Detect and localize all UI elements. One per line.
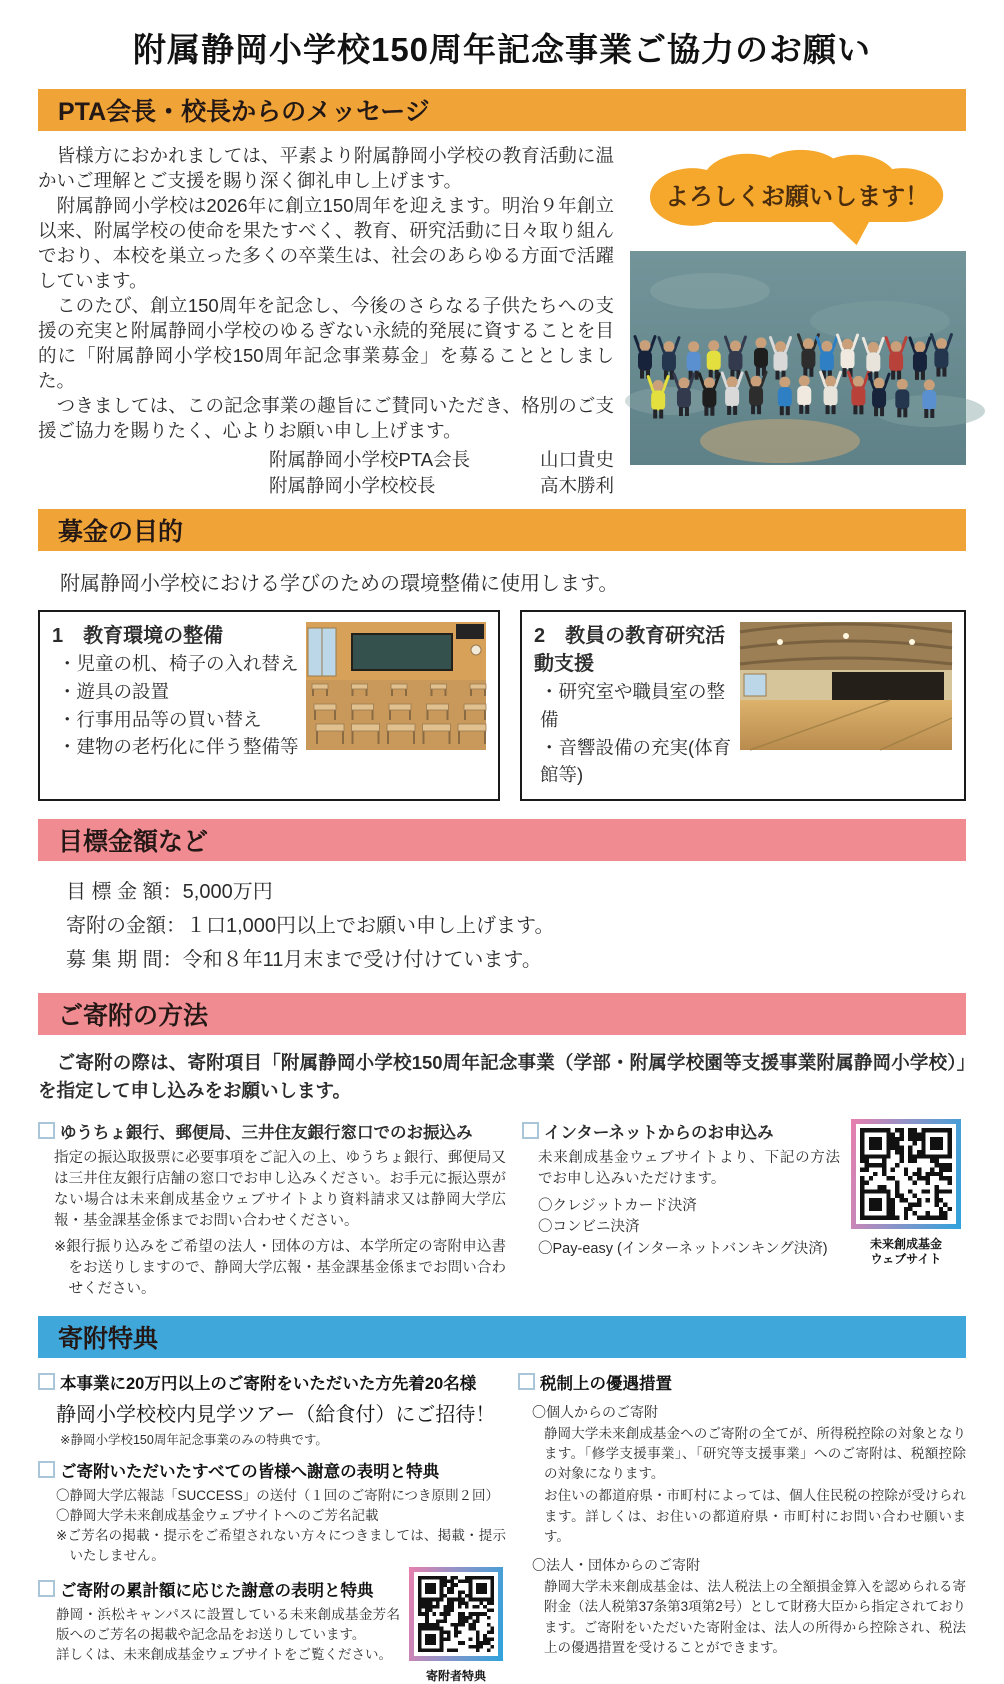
purpose-box-1-item: ・遊具の設置 [58, 680, 170, 702]
message-paragraph: このたび、創立150周年を記念し、今後のさらなる子供たちへの支援の充実と附属静岡小学校のゆるぎない永続的発展に資することを目的に「附属静岡小学校150周年記念事業募金」を募ることとしました。 [38, 295, 614, 391]
message-paragraph: つきましては、この記念事業の趣旨にご賛同いただき、格別のご支援ご協力を賜りたく、心よりお願い申し上げます。 [38, 395, 614, 441]
signature-name: 高木勝利 [539, 475, 614, 496]
checkbox-icon [38, 1122, 55, 1139]
benefit-columns [38, 1370, 966, 1684]
tax-individual-body: 静岡大学未来創成基金へのご寄附の全てが、所得税控除の対象となります。「修学支援事業」、「研究等支援事業」へのご寄附は、税額控除の対象になります。 [544, 1425, 966, 1482]
purpose-box-2 [520, 610, 966, 801]
purpose-box-2-title: 2 教員の教育研究活動支援 [534, 625, 726, 675]
section-header-method [38, 993, 966, 1035]
section-header-purpose-label: 募金の目的 [58, 518, 184, 546]
payment-option: 〇コンビニ決済 [538, 1219, 640, 1236]
benefit-cumulative-body: 静岡・浜松キャンパスに設置している未来創成基金芳名版へのご芳名の掲載や記念品をお送りしています。 [56, 1606, 400, 1642]
goal-row-amount: 寄附の金額：１口1,000円以上でお願い申し上げます。 [66, 915, 555, 937]
benefit-right-column [518, 1370, 966, 1684]
qr-donor-benefit-block [406, 1567, 506, 1684]
section-header-benefit-label: 寄附特典 [58, 1324, 159, 1353]
benefit-cumulative-body: 詳しくは、未来創成基金ウェブサイトをご覧ください。 [56, 1647, 393, 1663]
goal-row-period: 募 集 期 間：令和８年11月末まで受け付けています。 [66, 949, 542, 971]
message-body [38, 143, 614, 499]
benefit-thanks-item: 〇静岡大学未来創成基金ウェブサイトへのご芳名記載 [56, 1507, 379, 1523]
purpose-box-1-item: ・建物の老朽化に伴う整備等 [58, 736, 299, 758]
section-header-benefit [38, 1316, 966, 1358]
speech-bubble-text: よろしくお願いします！ [664, 183, 930, 211]
checkbox-icon [38, 1580, 55, 1597]
tax-corporate-body: 静岡大学未来創成基金は、法人税法上の全額損金算入を認められる寄附金（法人税第37条第3項第2号）として財務大臣から指定されております。ご寄附をいただいた寄附金は、法人の所得から控除され、税法上の優遇措置を受けることができます。 [544, 1579, 966, 1655]
signature-title: 附属静岡小学校PTA会長 [269, 449, 471, 470]
checkbox-icon [522, 1122, 539, 1139]
group-photo [630, 251, 966, 465]
tax-corporate-title: 〇法人・団体からのご寄附 [532, 1557, 700, 1574]
goal-rows [66, 875, 966, 977]
purpose-lead: 附属静岡小学校における学びのための環境整備に使用します。 [60, 573, 619, 595]
purpose-boxes [38, 610, 966, 801]
method-internet-title: インターネットからのお申込み [544, 1123, 774, 1142]
flyer-page [0, 24, 1004, 1683]
signature-row [269, 473, 614, 499]
section-header-message [38, 89, 966, 131]
qr-code-fund-website [860, 1128, 952, 1220]
benefit-tour-title: 本事業に20万円以上のご寄附をいただいた方先着20名様 [60, 1374, 477, 1393]
method-bank-block [38, 1119, 506, 1300]
tax-individual-body: お住いの都道府県・市町村によっては、個人住民税の控除が受けられます。詳しくは、お住いの都道府県・市町村にお問い合わせ願います。 [544, 1488, 966, 1544]
benefit-tour-invite: 静岡小学校校内見学ツアー（給食付）にご招待！ [56, 1403, 496, 1426]
goal-row-target: 目 標 金 額：5,000万円 [66, 881, 273, 903]
method-bank-title: ゆうちょ銀行、郵便局、三井住友銀行窓口でのお振込み [60, 1123, 473, 1142]
purpose-box-2-item: ・音響設備の充実(体育館等) [540, 736, 732, 786]
purpose-box-1 [38, 610, 500, 801]
signature-block [38, 447, 614, 499]
tax-individual-title: 〇個人からのご寄附 [532, 1403, 658, 1420]
purpose-box-1-item: ・児童の机、椅子の入れ替え [58, 653, 299, 674]
message-paragraph: 皆様方におかれましては、平素より附属静岡小学校の教育活動に温かいご理解とご支援を賜り深く御礼申し上げます。 [38, 145, 614, 191]
method-lead: ご寄附の際は、寄附項目「附属静岡小学校150周年記念事業（学部・附属学校園等支援事業附属静岡小学校）」を指定して申し込みをお願いします。 [38, 1052, 966, 1101]
signature-title: 附属静岡小学校校長 [269, 475, 436, 496]
qr-fund-website-block [846, 1119, 966, 1300]
gym-photo [740, 622, 952, 750]
signature-row [269, 447, 614, 473]
qr-caption-line: ウェブサイト [870, 1252, 942, 1267]
message-visual [614, 143, 966, 499]
method-internet-block [522, 1119, 966, 1300]
signature-name: 山口貴史 [539, 449, 614, 470]
benefit-tour-note: ※静岡小学校150周年記念事業のみの特典です。 [60, 1432, 328, 1447]
message-section [38, 143, 966, 499]
section-header-goal [38, 819, 966, 861]
benefit-left-column [38, 1370, 506, 1684]
payment-option: 〇クレジットカード決済 [538, 1197, 697, 1214]
checkbox-icon [518, 1373, 535, 1390]
purpose-box-1-title: 1 教育環境の整備 [52, 625, 224, 647]
section-header-message-label: PTA会長・校長からのメッセージ [58, 98, 430, 126]
section-header-purpose [38, 509, 966, 551]
method-bank-body: 指定の振込取扱票に必要事項をご記入の上、ゆうちょ銀行、郵便局又は三井住友銀行店舗の窓口でお申し込みください。お手元に振込票がない場合は未来創成基金ウェブサイトより資料請求又は静岡大学広報・基金課基金係までお問い合わせください。 [54, 1149, 506, 1229]
checkbox-icon [38, 1373, 55, 1390]
purpose-box-1-item: ・行事用品等の買い替え [58, 708, 262, 730]
qr-code-donor-benefit [418, 1576, 494, 1652]
payment-option: 〇Pay-easy (インターネットバンキング決済) [538, 1241, 828, 1258]
method-columns [38, 1119, 966, 1300]
benefit-thanks-item: 〇静岡大学広報誌「SUCCESS」の送付（１回のご寄附につき原則２回） [56, 1487, 499, 1503]
qr-caption: 寄附者特典 [425, 1668, 486, 1683]
speech-bubble [633, 147, 963, 247]
benefit-cumulative-title: ご寄附の累計額に応じた謝意の表明と特典 [60, 1581, 374, 1600]
section-header-method-label: ご寄附の方法 [58, 1002, 209, 1030]
checkbox-icon [38, 1461, 55, 1478]
method-internet-body: 未来創成基金ウェブサイトより、下記の方法でお申し込みいただけます。 [538, 1149, 840, 1187]
tax-title: 税制上の優遇措置 [540, 1374, 672, 1393]
page-title: 附属静岡小学校150周年記念事業ご協力のお願い [132, 31, 872, 68]
method-bank-note: ※銀行振り込みをご希望の法人・団体の方は、本学所定の寄附申込書をお送りしますので、静岡大学広報・基金課基金係までお問い合わせください。 [54, 1238, 506, 1297]
purpose-box-2-item: ・研究室や職員室の整備 [540, 681, 726, 730]
classroom-photo [306, 622, 486, 750]
section-header-goal-label: 目標金額など [58, 828, 209, 856]
benefit-thanks-note: ※ご芳名の掲載・提示をご希望されない方々につきましては、掲載・提示いたしません。 [56, 1528, 506, 1564]
qr-caption-line: 未来創成基金 [869, 1236, 942, 1251]
benefit-thanks-title: ご寄附いただいたすべての皆様へ謝意の表明と特典 [60, 1462, 440, 1481]
message-paragraph: 附属静岡小学校は2026年に創立150周年を迎えます。明治９年創立以来、附属学校の使命を果たすべく、教育、研究活動に日々取り組んでおり、本校を巣立った多くの卒業生は、社会のあらゆる方面で活躍しています。 [38, 195, 614, 291]
